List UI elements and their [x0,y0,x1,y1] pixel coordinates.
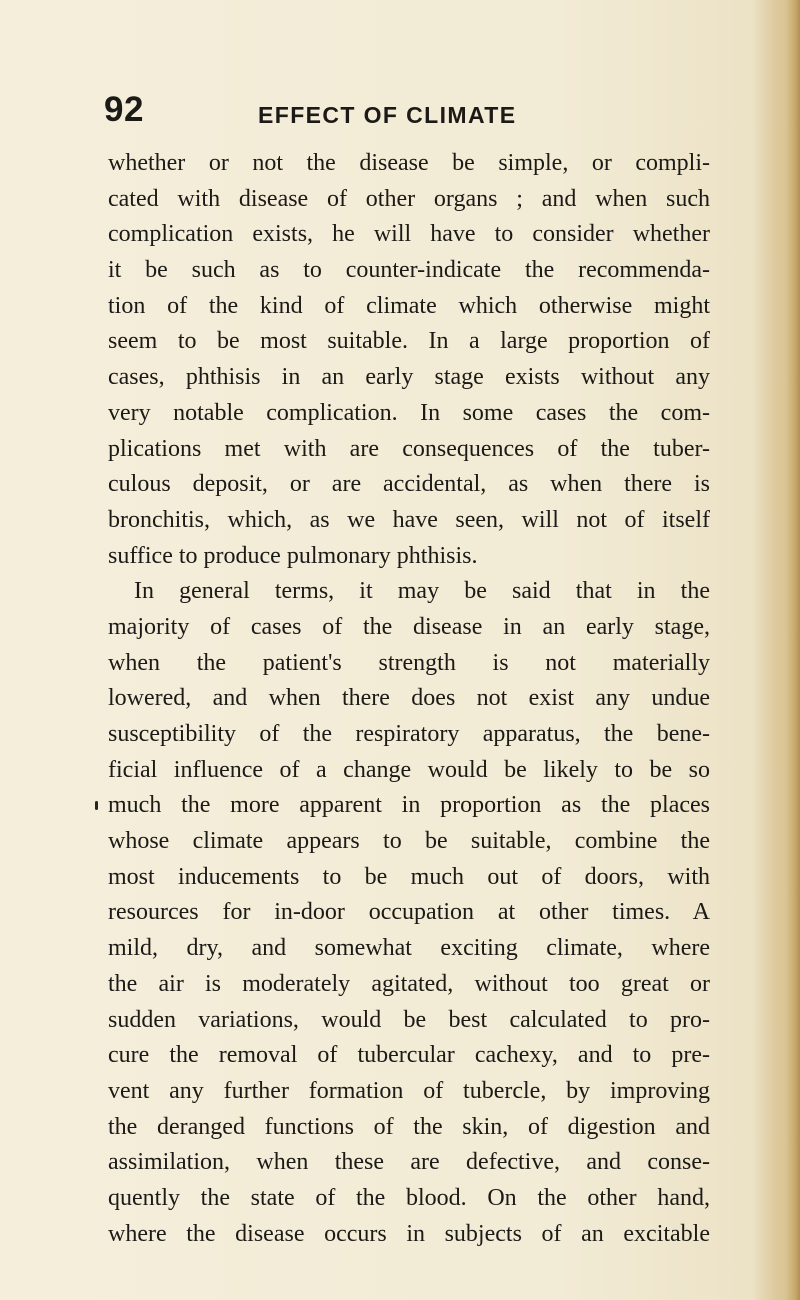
text-line: culous deposit, or are accidental, as when there is [108,471,710,498]
text-line: tion of the kind of climate which otherwise might [108,292,710,319]
text-line: the deranged functions of the skin, of digestion and [108,1113,710,1140]
text-line: cated with disease of other organs ; and when such [108,185,710,212]
text-line: seem to be most suitable. In a large proportion of [108,328,710,355]
text-line: very notable complication. In some cases the com- [108,399,710,426]
text-line: the air is moderately agitated, without too great or [108,970,710,997]
text-line: whose climate appears to be suitable, combine the [108,828,710,855]
page-header [0,88,800,128]
text-line: lowered, and when there does not exist any undue [108,685,710,712]
text-line: it be such as to counter-indicate the recommenda- [108,257,710,284]
text-line: whether or not the disease be simple, or compli- [108,150,710,176]
text-line: ficial influence of a change would be likely to be so [108,756,710,783]
text-line: most inducements to be much out of doors, with [108,863,710,890]
text-line: susceptibility of the respiratory apparatus, the bene- [108,721,710,747]
page-edge-shadow [786,0,800,1300]
paragraph-start-line: In general terms, it may be said that in the [134,578,710,605]
text-line: quently the state of the blood. On the other hand, [108,1184,710,1211]
body-text [108,146,710,1252]
text-line: cases, phthisis in an early stage exists without any [108,364,710,391]
text-line: plications met with are consequences of the tuber- [108,435,710,462]
text-line: where the disease occurs in subjects of an excitable [108,1220,710,1247]
page-number: 92 [104,90,144,129]
paragraph-end-line: suffice to produce pulmonary phthisis. [108,542,478,569]
text-line: cure the removal of tubercular cachexy, and to pre- [108,1042,710,1069]
text-line: majority of cases of the disease in an early stage, [108,613,710,640]
text-line: vent any further formation of tubercle, by improving [108,1077,710,1104]
text-line: much the more apparent in proportion as the places [108,792,710,819]
ink-speck [95,801,98,810]
text-line: mild, dry, and somewhat exciting climate, where [108,935,710,962]
text-line: when the patient's strength is not materially [108,649,710,676]
text-line: resources for in-door occupation at other times. A [108,899,710,926]
running-head: EFFECT OF CLIMATE [258,102,517,128]
text-line: assimilation, when these are defective, and conse- [108,1149,710,1176]
text-line: complication exists, he will have to consider whether [108,221,710,248]
text-line: sudden variations, would be best calculated to pro- [108,1006,710,1033]
text-line: bronchitis, which, as we have seen, will not of itself [108,506,710,533]
